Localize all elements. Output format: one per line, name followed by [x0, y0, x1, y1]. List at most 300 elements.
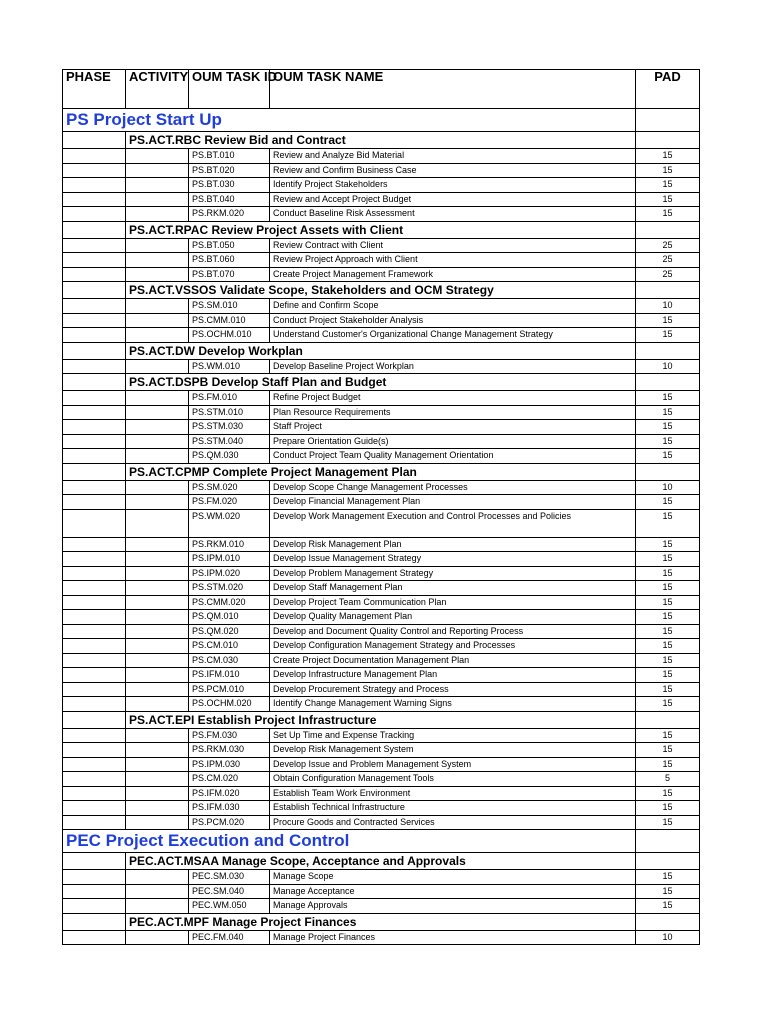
activity-cell	[126, 495, 189, 510]
task-name: Identify Change Management Warning Signs	[270, 697, 636, 712]
task-row	[63, 772, 700, 787]
phase-cell	[63, 624, 126, 639]
task-name: Develop Staff Management Plan	[270, 581, 636, 596]
task-row	[63, 495, 700, 510]
task-pad: 15	[636, 653, 700, 668]
task-id: PS.BT.020	[189, 163, 270, 178]
activity-cell	[126, 884, 189, 899]
activity-cell	[126, 653, 189, 668]
task-id: PEC.SM.040	[189, 884, 270, 899]
activity-cell	[126, 163, 189, 178]
activity-title-text: PS.ACT.VSSOS Validate Scope, Stakeholders and OCM Strategy	[129, 283, 494, 297]
task-name: Manage Scope	[270, 870, 636, 885]
activity-pad	[636, 913, 700, 930]
task-name: Develop Work Management Execution and Control Processes and Policies	[270, 509, 636, 537]
activity-title-text: PS.ACT.RBC Review Bid and Contract	[129, 133, 346, 147]
task-id: PS.STM.020	[189, 581, 270, 596]
phase-pad	[636, 830, 700, 853]
task-name: Develop and Document Quality Control and Reporting Process	[270, 624, 636, 639]
task-name: Develop Issue and Problem Management System	[270, 757, 636, 772]
phase-row	[63, 109, 700, 132]
task-pad: 15	[636, 624, 700, 639]
task-pad: 15	[636, 639, 700, 654]
activity-cell	[126, 743, 189, 758]
activity-row	[63, 342, 700, 359]
activity-cell	[126, 509, 189, 537]
task-row	[63, 313, 700, 328]
task-pad: 15	[636, 697, 700, 712]
table-body	[63, 70, 700, 945]
task-id: PS.CM.030	[189, 653, 270, 668]
activity-cell	[126, 449, 189, 464]
task-row	[63, 328, 700, 343]
task-pad: 15	[636, 420, 700, 435]
activity-cell	[126, 313, 189, 328]
task-id: PS.IFM.020	[189, 786, 270, 801]
activity-pad	[636, 132, 700, 149]
phase-cell	[63, 342, 126, 359]
phase-cell	[63, 853, 126, 870]
task-pad: 15	[636, 728, 700, 743]
task-id: PS.IPM.030	[189, 757, 270, 772]
activity-cell	[126, 772, 189, 787]
task-row	[63, 238, 700, 253]
activity-cell	[126, 537, 189, 552]
phase-cell	[63, 668, 126, 683]
task-id: PEC.WM.050	[189, 899, 270, 914]
task-name: Manage Acceptance	[270, 884, 636, 899]
task-name: Develop Configuration Management Strategy and Processes	[270, 639, 636, 654]
activity-title	[126, 853, 636, 870]
activity-cell	[126, 253, 189, 268]
task-name: Refine Project Budget	[270, 391, 636, 406]
task-name: Create Project Management Framework	[270, 267, 636, 282]
task-id: PS.BT.040	[189, 192, 270, 207]
task-name: Review and Confirm Business Case	[270, 163, 636, 178]
task-name: Prepare Orientation Guide(s)	[270, 434, 636, 449]
activity-cell	[126, 207, 189, 222]
phase-pad	[636, 109, 700, 132]
task-pad: 15	[636, 595, 700, 610]
task-pad: 10	[636, 930, 700, 945]
activity-row	[63, 913, 700, 930]
task-name: Plan Resource Requirements	[270, 405, 636, 420]
task-id: PS.BT.070	[189, 267, 270, 282]
phase-cell	[63, 870, 126, 885]
header-pad: PAD	[636, 70, 700, 109]
task-id: PS.FM.030	[189, 728, 270, 743]
task-name: Understand Customer's Organizational Change Management Strategy	[270, 328, 636, 343]
task-name: Develop Project Team Communication Plan	[270, 595, 636, 610]
task-row	[63, 728, 700, 743]
activity-cell	[126, 480, 189, 495]
activity-cell	[126, 697, 189, 712]
phase-cell	[63, 449, 126, 464]
task-row	[63, 149, 700, 164]
task-pad: 15	[636, 149, 700, 164]
phase-cell	[63, 786, 126, 801]
task-id: PS.OCHM.020	[189, 697, 270, 712]
task-name: Conduct Project Stakeholder Analysis	[270, 313, 636, 328]
task-id: PEC.FM.040	[189, 930, 270, 945]
task-pad: 15	[636, 552, 700, 567]
activity-cell	[126, 192, 189, 207]
task-row	[63, 420, 700, 435]
phase-cell	[63, 757, 126, 772]
phase-title	[63, 109, 636, 132]
task-row	[63, 537, 700, 552]
task-name: Develop Quality Management Plan	[270, 610, 636, 625]
phase-cell	[63, 313, 126, 328]
task-id: PS.STM.040	[189, 434, 270, 449]
header-task-name: OUM TASK NAME	[270, 70, 636, 109]
task-pad: 15	[636, 610, 700, 625]
phase-cell	[63, 282, 126, 299]
task-pad: 5	[636, 772, 700, 787]
activity-cell	[126, 899, 189, 914]
phase-cell	[63, 253, 126, 268]
phase-cell	[63, 391, 126, 406]
activity-cell	[126, 391, 189, 406]
task-name: Manage Project Finances	[270, 930, 636, 945]
task-name: Set Up Time and Expense Tracking	[270, 728, 636, 743]
task-name: Obtain Configuration Management Tools	[270, 772, 636, 787]
phase-cell	[63, 682, 126, 697]
task-pad: 15	[636, 207, 700, 222]
activity-cell	[126, 267, 189, 282]
task-id: PS.IPM.010	[189, 552, 270, 567]
task-row	[63, 801, 700, 816]
task-name: Manage Approvals	[270, 899, 636, 914]
task-row	[63, 163, 700, 178]
task-row	[63, 930, 700, 945]
task-row	[63, 405, 700, 420]
activity-cell	[126, 595, 189, 610]
task-id: PS.IPM.020	[189, 566, 270, 581]
task-id: PS.PCM.020	[189, 815, 270, 830]
phase-cell	[63, 913, 126, 930]
task-id: PS.QM.020	[189, 624, 270, 639]
task-pad: 15	[636, 682, 700, 697]
activity-title	[126, 374, 636, 391]
phase-cell	[63, 728, 126, 743]
activity-cell	[126, 930, 189, 945]
task-pad: 10	[636, 359, 700, 374]
activity-pad	[636, 221, 700, 238]
activity-cell	[126, 786, 189, 801]
task-name: Review Contract with Client	[270, 238, 636, 253]
task-pad: 15	[636, 566, 700, 581]
task-pad: 15	[636, 743, 700, 758]
phase-cell	[63, 552, 126, 567]
task-row	[63, 192, 700, 207]
task-row	[63, 653, 700, 668]
task-name: Develop Baseline Project Workplan	[270, 359, 636, 374]
activity-pad	[636, 711, 700, 728]
activity-cell	[126, 757, 189, 772]
phase-title-text: PS Project Start Up	[66, 110, 222, 129]
task-id: PS.BT.010	[189, 149, 270, 164]
activity-cell	[126, 639, 189, 654]
phase-cell	[63, 595, 126, 610]
task-id: PS.WM.010	[189, 359, 270, 374]
task-pad: 10	[636, 299, 700, 314]
task-name: Develop Risk Management Plan	[270, 537, 636, 552]
task-id: PS.QM.030	[189, 449, 270, 464]
phase-cell	[63, 328, 126, 343]
activity-cell	[126, 566, 189, 581]
phase-cell	[63, 884, 126, 899]
task-pad: 15	[636, 449, 700, 464]
task-name: Develop Financial Management Plan	[270, 495, 636, 510]
task-row	[63, 391, 700, 406]
task-row	[63, 815, 700, 830]
task-pad: 25	[636, 253, 700, 268]
activity-title-text: PS.ACT.DW Develop Workplan	[129, 343, 303, 358]
task-id: PS.CMM.020	[189, 595, 270, 610]
activity-cell	[126, 682, 189, 697]
activity-row	[63, 132, 700, 149]
task-id: PS.BT.060	[189, 253, 270, 268]
task-id: PS.PCM.010	[189, 682, 270, 697]
activity-cell	[126, 178, 189, 193]
phase-title-text: PEC Project Execution and Control	[66, 831, 350, 850]
phase-cell	[63, 359, 126, 374]
task-pad: 15	[636, 757, 700, 772]
task-pad: 15	[636, 786, 700, 801]
task-row	[63, 595, 700, 610]
phase-cell	[63, 697, 126, 712]
task-row	[63, 870, 700, 885]
activity-pad	[636, 853, 700, 870]
activity-row	[63, 282, 700, 299]
activity-row	[63, 853, 700, 870]
phase-cell	[63, 434, 126, 449]
activity-pad	[636, 463, 700, 480]
activity-pad	[636, 374, 700, 391]
task-name: Develop Infrastructure Management Plan	[270, 668, 636, 683]
phase-cell	[63, 815, 126, 830]
activity-row	[63, 463, 700, 480]
phase-cell	[63, 566, 126, 581]
phase-cell	[63, 509, 126, 537]
task-pad: 15	[636, 434, 700, 449]
phase-cell	[63, 899, 126, 914]
phase-cell	[63, 163, 126, 178]
task-row	[63, 207, 700, 222]
activity-cell	[126, 552, 189, 567]
activity-title	[126, 282, 636, 299]
task-row	[63, 757, 700, 772]
task-name: Establish Technical Infrastructure	[270, 801, 636, 816]
phase-cell	[63, 610, 126, 625]
activity-title	[126, 913, 636, 930]
activity-cell	[126, 728, 189, 743]
activity-title-text: PS.ACT.RPAC Review Project Assets with Client	[129, 222, 404, 237]
task-row	[63, 786, 700, 801]
task-row	[63, 899, 700, 914]
task-name: Define and Confirm Scope	[270, 299, 636, 314]
task-id: PS.OCHM.010	[189, 328, 270, 343]
phase-cell	[63, 420, 126, 435]
activity-title	[126, 711, 636, 728]
task-id: PS.STM.010	[189, 405, 270, 420]
phase-row	[63, 830, 700, 853]
task-pad: 15	[636, 405, 700, 420]
phase-cell	[63, 238, 126, 253]
task-id: PS.RKM.030	[189, 743, 270, 758]
task-name: Review and Accept Project Budget	[270, 192, 636, 207]
task-id: PS.BT.050	[189, 238, 270, 253]
activity-cell	[126, 359, 189, 374]
task-id: PS.RKM.020	[189, 207, 270, 222]
activity-cell	[126, 149, 189, 164]
task-row	[63, 359, 700, 374]
task-row	[63, 480, 700, 495]
phase-cell	[63, 772, 126, 787]
activity-cell	[126, 328, 189, 343]
task-name: Review and Analyze Bid Material	[270, 149, 636, 164]
phase-cell	[63, 653, 126, 668]
task-id: PS.WM.020	[189, 509, 270, 537]
activity-cell	[126, 434, 189, 449]
phase-title	[63, 830, 636, 853]
task-pad: 25	[636, 267, 700, 282]
task-name: Develop Scope Change Management Processes	[270, 480, 636, 495]
phase-cell	[63, 639, 126, 654]
phase-cell	[63, 480, 126, 495]
task-pad: 15	[636, 884, 700, 899]
task-id: PS.STM.030	[189, 420, 270, 435]
activity-title	[126, 342, 636, 359]
task-id: PS.QM.010	[189, 610, 270, 625]
activity-cell	[126, 581, 189, 596]
activity-title-text: PS.ACT.EPI Establish Project Infrastructure	[129, 712, 377, 727]
activity-title-text: PS.ACT.DSPB Develop Staff Plan and Budget	[129, 375, 387, 389]
phase-cell	[63, 801, 126, 816]
activity-row	[63, 221, 700, 238]
phase-cell	[63, 192, 126, 207]
task-row	[63, 624, 700, 639]
task-row	[63, 267, 700, 282]
task-name: Develop Problem Management Strategy	[270, 566, 636, 581]
phase-cell	[63, 267, 126, 282]
task-row	[63, 299, 700, 314]
task-row	[63, 581, 700, 596]
task-pad: 15	[636, 801, 700, 816]
phase-cell	[63, 207, 126, 222]
phase-cell	[63, 149, 126, 164]
task-pad: 25	[636, 238, 700, 253]
task-pad: 15	[636, 815, 700, 830]
activity-title-text: PEC.ACT.MPF Manage Project Finances	[129, 914, 357, 929]
task-name: Review Project Approach with Client	[270, 253, 636, 268]
activity-title-text: PEC.ACT.MSAA Manage Scope, Acceptance and Approvals	[129, 854, 466, 868]
header-activity: ACTIVITY	[126, 70, 189, 109]
activity-cell	[126, 405, 189, 420]
header-row	[63, 70, 700, 109]
phase-cell	[63, 495, 126, 510]
task-row	[63, 509, 700, 537]
task-id: PS.CM.010	[189, 639, 270, 654]
task-id: PS.IFM.010	[189, 668, 270, 683]
activity-cell	[126, 668, 189, 683]
header-task-id: OUM TASK ID	[189, 70, 270, 109]
task-id: PS.SM.010	[189, 299, 270, 314]
task-name: Staff Project	[270, 420, 636, 435]
task-pad: 15	[636, 668, 700, 683]
task-id: PS.CMM.010	[189, 313, 270, 328]
task-row	[63, 253, 700, 268]
task-pad: 15	[636, 163, 700, 178]
activity-cell	[126, 815, 189, 830]
phase-cell	[63, 463, 126, 480]
task-pad: 15	[636, 391, 700, 406]
activity-row	[63, 374, 700, 391]
task-name: Identify Project Stakeholders	[270, 178, 636, 193]
activity-cell	[126, 238, 189, 253]
task-id: PS.BT.030	[189, 178, 270, 193]
task-id: PS.FM.010	[189, 391, 270, 406]
phase-cell	[63, 132, 126, 149]
phase-cell	[63, 299, 126, 314]
task-row	[63, 449, 700, 464]
phase-cell	[63, 178, 126, 193]
activity-cell	[126, 801, 189, 816]
activity-cell	[126, 610, 189, 625]
task-pad: 15	[636, 495, 700, 510]
task-row	[63, 566, 700, 581]
task-id: PS.RKM.010	[189, 537, 270, 552]
task-name: Procure Goods and Contracted Services	[270, 815, 636, 830]
task-row	[63, 884, 700, 899]
task-pad: 15	[636, 870, 700, 885]
task-row	[63, 639, 700, 654]
task-pad: 15	[636, 509, 700, 537]
task-pad: 15	[636, 328, 700, 343]
activity-title	[126, 463, 636, 480]
task-row	[63, 682, 700, 697]
activity-title	[126, 221, 636, 238]
activity-cell	[126, 624, 189, 639]
task-pad: 15	[636, 899, 700, 914]
task-id: PS.SM.020	[189, 480, 270, 495]
phase-cell	[63, 405, 126, 420]
phase-cell	[63, 930, 126, 945]
task-name: Conduct Project Team Quality Management Orientation	[270, 449, 636, 464]
task-row	[63, 434, 700, 449]
task-name: Create Project Documentation Management Plan	[270, 653, 636, 668]
task-id: PS.IFM.030	[189, 801, 270, 816]
activity-cell	[126, 299, 189, 314]
task-name: Establish Team Work Environment	[270, 786, 636, 801]
phase-cell	[63, 374, 126, 391]
activity-pad	[636, 342, 700, 359]
task-name: Develop Risk Management System	[270, 743, 636, 758]
task-name: Conduct Baseline Risk Assessment	[270, 207, 636, 222]
phase-cell	[63, 711, 126, 728]
task-id: PS.CM.020	[189, 772, 270, 787]
task-pad: 10	[636, 480, 700, 495]
task-row	[63, 610, 700, 625]
task-row	[63, 178, 700, 193]
task-pad: 15	[636, 537, 700, 552]
header-phase: PHASE	[63, 70, 126, 109]
task-pad: 15	[636, 581, 700, 596]
phase-cell	[63, 581, 126, 596]
task-row	[63, 697, 700, 712]
task-name: Develop Procurement Strategy and Process	[270, 682, 636, 697]
